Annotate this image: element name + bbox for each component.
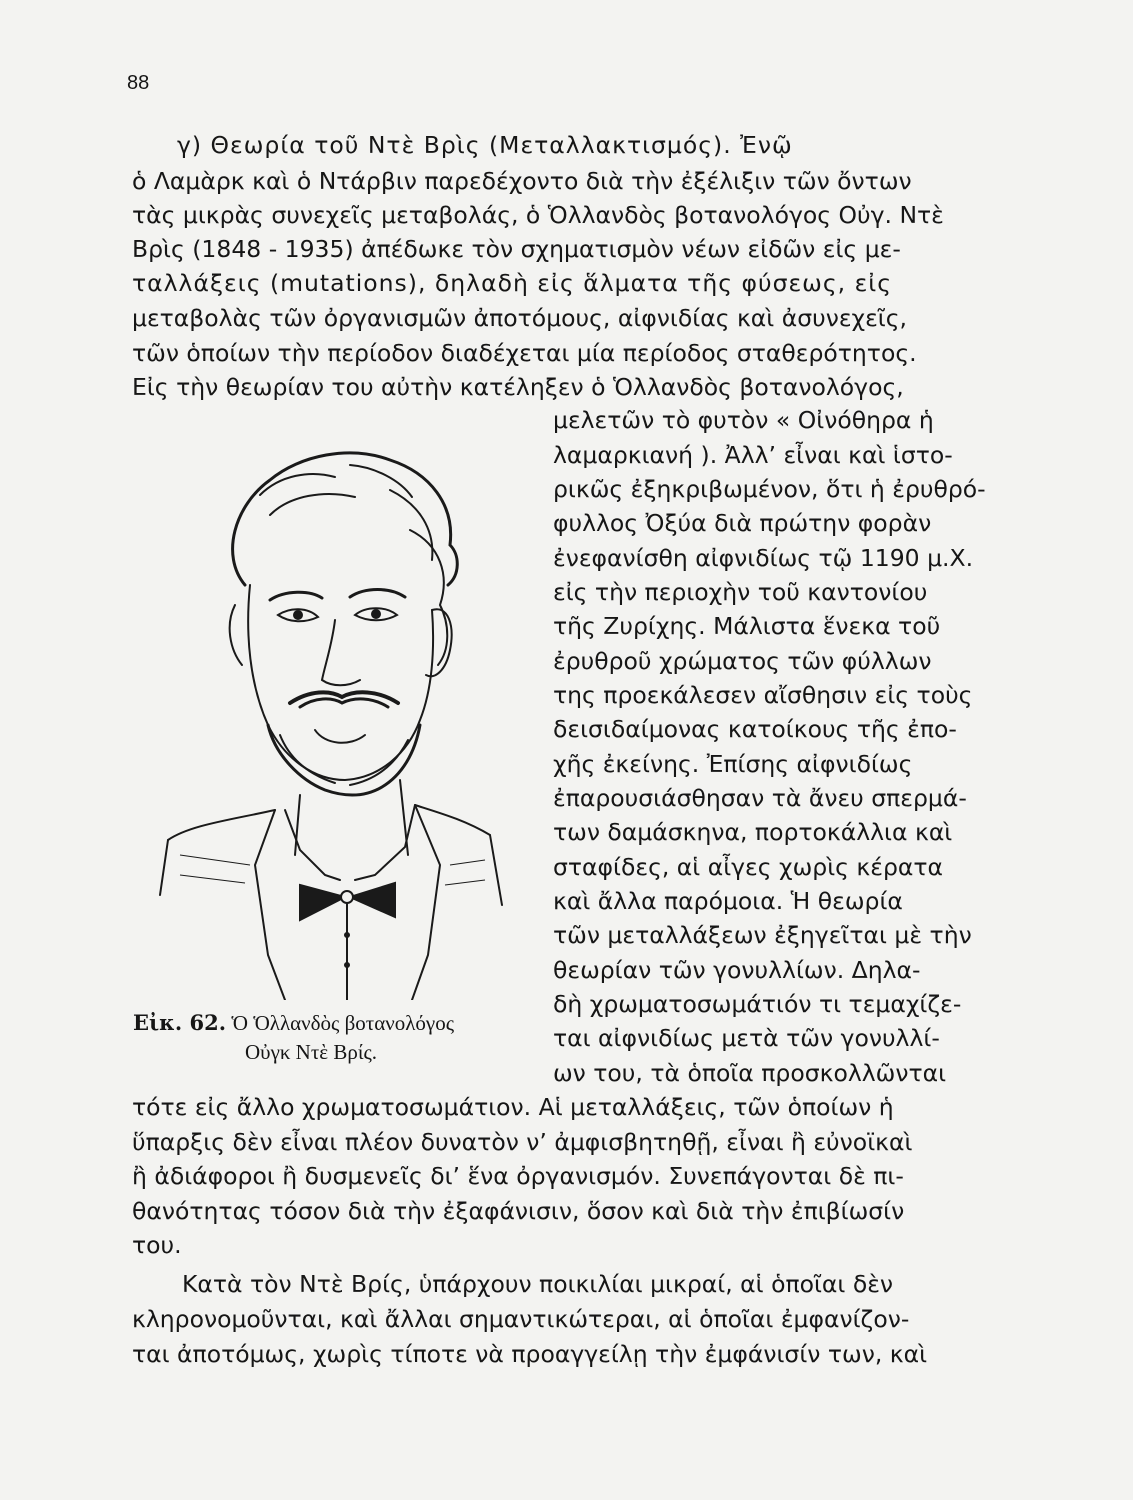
text-line: ταλλάξεις (mutations), δηλαδὴ εἰς ἅλματα τῆς φύσεως, εἰς xyxy=(132,269,893,297)
text-line: φυλλος Ὀξύα διὰ πρώτην φορὰν xyxy=(553,509,932,537)
text-line: ὁ Λαμὰρκ καὶ ὁ Ντάρβιν παρεδέχοντο διὰ τὴν ἐξέλιξιν τῶν ὄντων xyxy=(132,167,912,195)
text-line: Βρὶς (1848 - 1935) ἀπέδωκε τὸν σχηματισμὸν νέων εἰδῶν εἰς με- xyxy=(132,235,901,263)
text-line: δὴ χρωματοσωμάτιόν τι τεμαχίζε- xyxy=(553,990,962,1018)
text-line: Εἰς τὴν θεωρίαν του αὐτὴν κατέληξεν ὁ Ὁλλανδὸς βοτανολόγος, xyxy=(132,373,904,401)
text-line: ἐπαρουσιάσθησαν τὰ ἄνευ σπερμά- xyxy=(553,784,967,812)
text-line: μεταβολὰς τῶν ὀργανισμῶν ἀποτόμους, αἰφνιδίας καὶ ἀσυνεχεῖς, xyxy=(132,304,908,332)
text-line: θεωρίαν τῶν γονυλλίων. Δηλα- xyxy=(553,956,921,984)
page-number: 88 xyxy=(127,72,150,94)
text-line: των δαμάσκηνα, πορτοκάλλια καὶ xyxy=(553,818,953,846)
text-line: ἐρυθροῦ χρώματος τῶν φύλλων xyxy=(553,647,932,675)
text-line: ἐνεφανίσθη αἰφνιδίως τῷ 1190 μ.Χ. xyxy=(553,544,974,572)
text-line: ἢ ἀδιάφοροι ἢ δυσμενεῖς δι’ ἕνα ὀργανισμόν. Συνεπάγονται δὲ πι- xyxy=(132,1162,904,1190)
figure-caption-line2: Οὐγκ Ντὲ Βρίς. xyxy=(245,1040,378,1064)
text-line: γ) Θεωρία τοῦ Ντὲ Βρὶς (Μεταλλακτισμός). Ἐνῷ xyxy=(177,131,793,159)
text-line: τότε εἰς ἄλλο χρωματοσωμάτιον. Αἱ μεταλλάξεις, τῶν ὁποίων ἡ xyxy=(132,1093,894,1121)
text-line: μελετῶν τὸ φυτὸν « Οἰνόθηρα ἡ xyxy=(553,406,934,434)
text-line: εἰς τὴν περιοχὴν τοῦ καντονίου xyxy=(553,578,928,606)
text-line: ρικῶς ἐξηκριβωμένον, ὅτι ἡ ἐρυθρό- xyxy=(553,475,986,503)
figure-label: Εἰκ. 62. xyxy=(133,1010,227,1035)
text-line: κληρονομοῦνται, καὶ ἄλλαι σημαντικώτεραι, αἱ ὁποῖαι ἐμφανίζον- xyxy=(132,1305,910,1333)
figure-caption-text: Ὁ Ὁλλανδὸς βοτανολόγος xyxy=(231,1011,455,1035)
text-line: δεισιδαίμονας κατοίκους τῆς ἐπο- xyxy=(553,715,957,743)
text-line: τῶν ὁποίων τὴν περίοδον διαδέχεται μία περίοδος σταθερότητος. xyxy=(132,339,917,367)
text-line: χῆς ἐκείνης. Ἐπίσης αἰφνιδίως xyxy=(553,750,913,778)
text-line: λαμαρκιανή ). Ἀλλ’ εἶναι καὶ ἱστο- xyxy=(553,441,953,469)
text-line: ται ἀποτόμως, χωρὶς τίποτε νὰ προαγγείλῃ τὴν ἐμφάνισίν των, καὶ xyxy=(132,1340,928,1368)
text-line: ὕπαρξις δὲν εἶναι πλέον δυνατὸν ν’ ἀμφισβητηθῇ, εἶναι ἢ εὐνοϊκαὶ xyxy=(132,1128,913,1156)
figure-caption-line1 xyxy=(133,1010,454,1036)
text-line: τῶν μεταλλάξεων ἐξηγεῖται μὲ τὴν xyxy=(553,921,972,949)
text-line: θανότητας τόσον διὰ τὴν ἐξαφάνισιν, ὅσον καὶ διὰ τὴν ἐπιβίωσίν xyxy=(132,1197,905,1225)
text-line: ται αἰφνιδίως μετὰ τῶν γονυλλί- xyxy=(553,1024,940,1052)
text-line: τῆς Ζυρίχης. Μάλιστα ἕνεκα τοῦ xyxy=(553,612,941,640)
portrait-illustration xyxy=(150,435,525,1000)
text-line: Κατὰ τὸν Ντὲ Βρίς, ὑπάρχουν ποικιλίαι μικραί, αἱ ὁποῖαι δὲν xyxy=(182,1270,894,1298)
text-line: της προεκάλεσεν αἴσθησιν εἰς τοὺς xyxy=(553,681,973,709)
text-line: τὰς μικρὰς συνεχεῖς μεταβολάς, ὁ Ὁλλανδὸς βοτανολόγος Οὐγ. Ντὲ xyxy=(132,201,944,229)
text-line: σταφίδες, αἱ αἶγες χωρὶς κέρατα xyxy=(553,853,944,881)
text-line: ων του, τὰ ὁποῖα προσκολλῶνται xyxy=(553,1059,947,1087)
text-line: του. xyxy=(132,1231,182,1259)
text-line: καὶ ἄλλα παρόμοια. Ἡ θεωρία xyxy=(553,887,903,915)
